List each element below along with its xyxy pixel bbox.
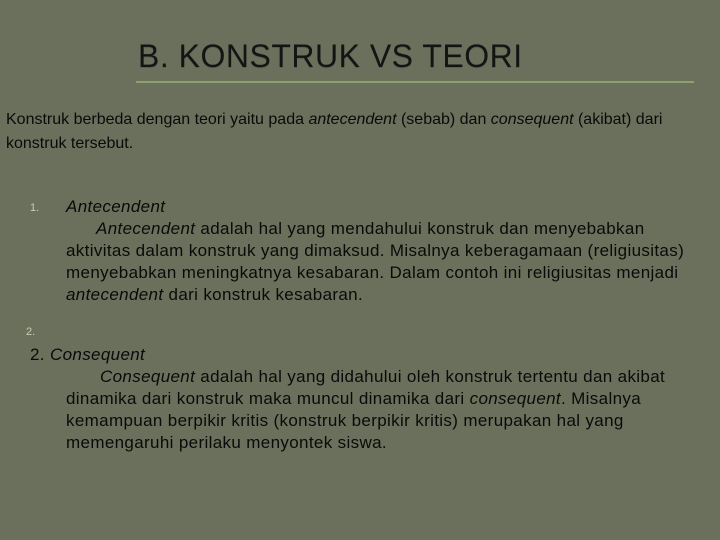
list-item-antecendent [66, 196, 706, 306]
intro-em-consequent: consequent [490, 111, 574, 128]
item2-body [30, 366, 710, 454]
item2-em-mid: consequent [469, 389, 561, 408]
intro-text-c: (akibat) dari konstruk tersebut. [6, 111, 663, 152]
item2-em-start: Consequent [100, 367, 196, 386]
title-underline [136, 81, 694, 83]
list-marker-1: 1. [30, 202, 40, 214]
item2-heading [30, 344, 710, 366]
item1-body [66, 218, 706, 306]
item2-text-a: adalah hal yang didahului oleh konstruk tertentu dan akibat dinamika dari konstruk maka muncul dinamika dari [66, 367, 666, 408]
intro-paragraph [6, 108, 706, 156]
intro-em-antecendent: antecendent [308, 111, 397, 128]
item2-heading-number: 2. [30, 345, 50, 364]
item1-em-start: Antecendent [96, 219, 196, 238]
item1-text-a: adalah hal yang mendahului konstruk dan menyebabkan aktivitas dalam konstruk yang dimaksud. Misalnya keberagamaan (religiusitas) menyebabkan meningkatnya kesabaran. Dalam contoh ini religiusitas menjadi [66, 219, 685, 282]
item1-text-b: dari konstruk kesabaran. [163, 285, 364, 304]
item1-heading: Antecendent [66, 197, 166, 216]
item2-text-b: . Misalnya kemampuan berpikir kritis (konstruk berpikir kritis) merupakan hal yang memengaruhi perilaku menyontek siswa. [66, 389, 642, 452]
item1-em-end: antecendent [66, 285, 164, 304]
list-marker-2: 2. [26, 326, 36, 338]
intro-text-b: (sebab) dan [396, 111, 491, 128]
slide-title: B. KONSTRUK VS TEORI [138, 38, 523, 74]
list-item-consequent [30, 344, 710, 454]
item2-heading-text: Consequent [49, 345, 146, 364]
intro-text-a: Konstruk berbeda dengan teori yaitu pada [6, 111, 309, 128]
